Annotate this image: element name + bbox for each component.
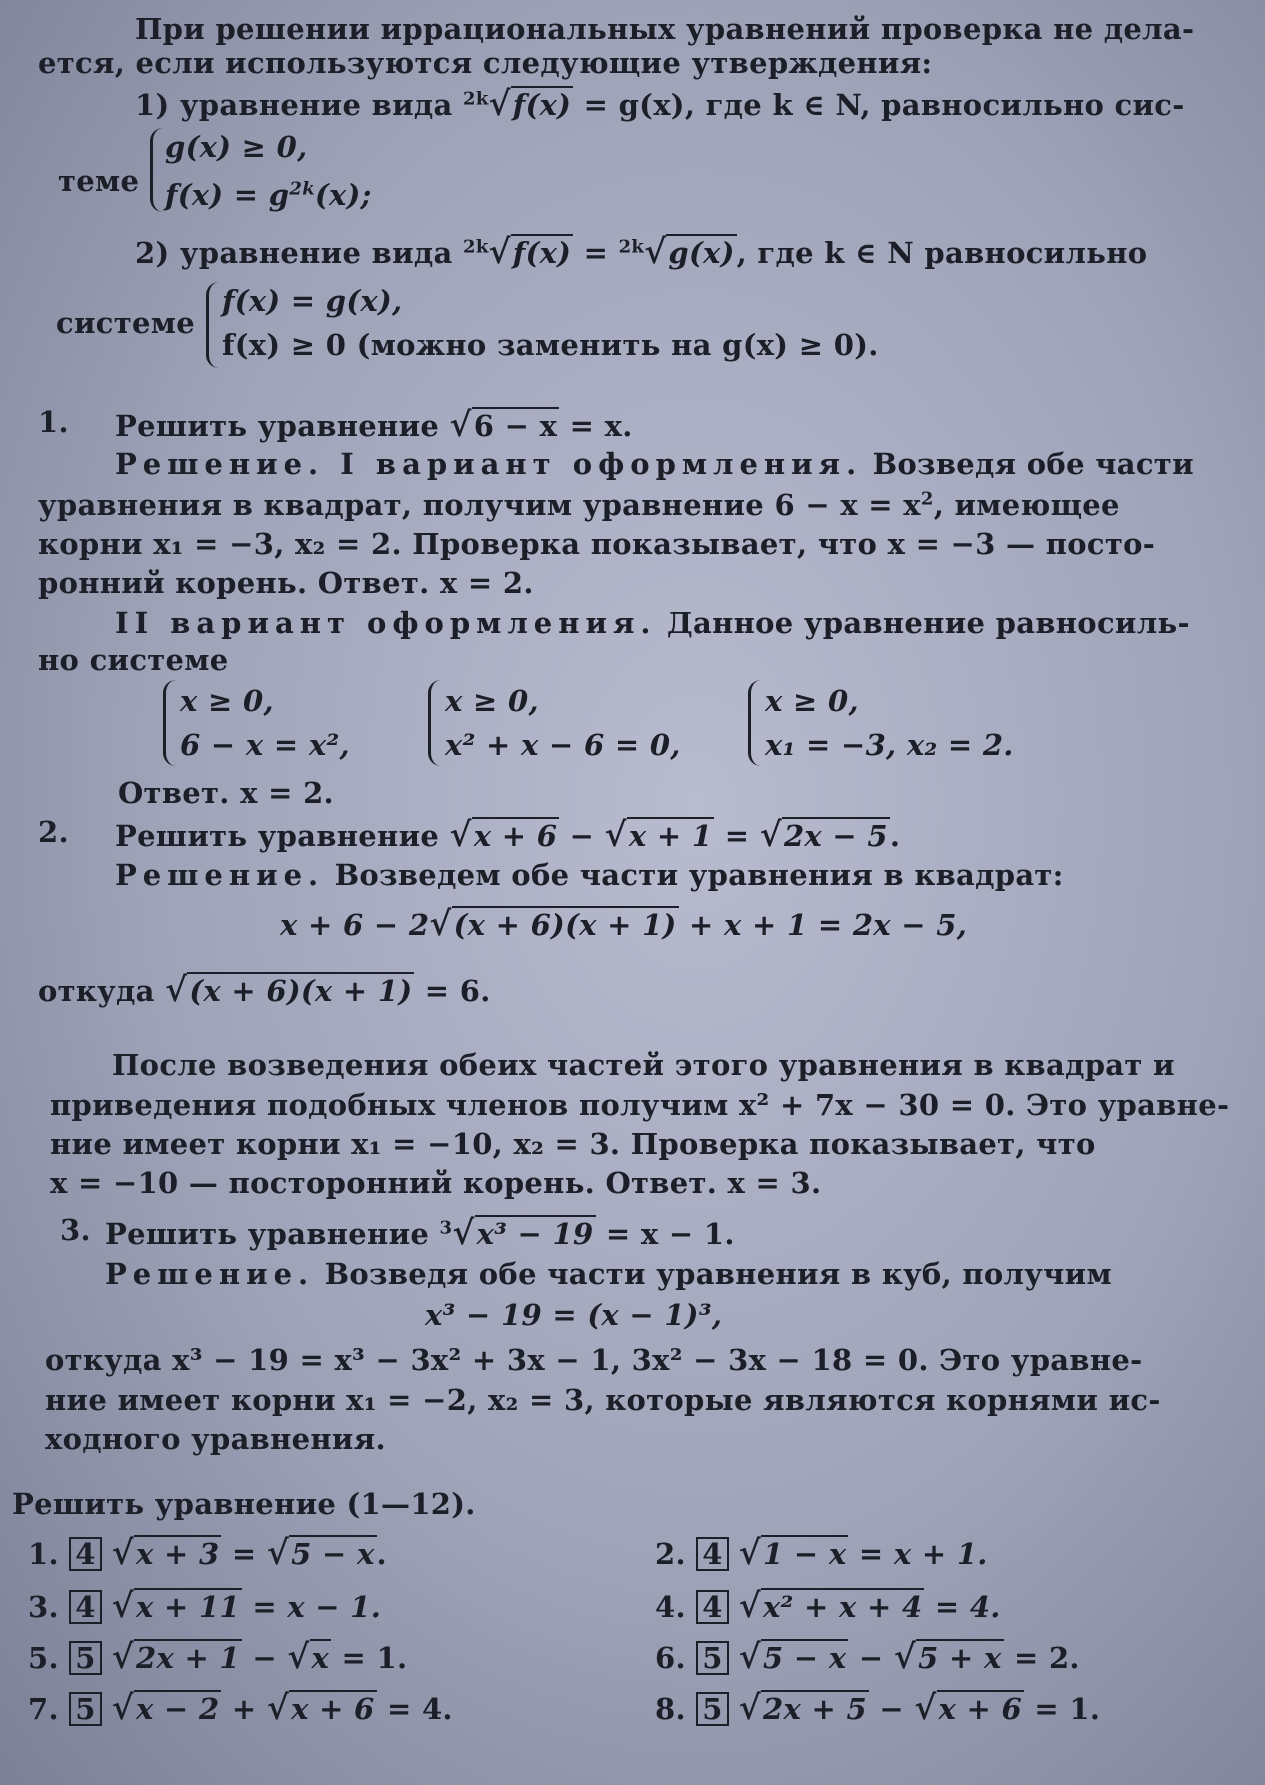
- radical: √x − 2: [111, 1688, 220, 1727]
- radical: √2x + 5: [738, 1688, 867, 1727]
- points-badge: 5: [69, 1692, 101, 1726]
- system-brace: [206, 282, 219, 368]
- ex2-task: Решить уравнение √x + 6 − √x + 1 = √2x − 5.: [115, 815, 901, 854]
- points-badge: 5: [696, 1641, 728, 1675]
- radical: √x: [287, 1637, 330, 1676]
- ex1-sysB-line1: x ≥ 0,: [445, 684, 539, 718]
- ex1-sysA-line2: 6 − x = x²,: [180, 728, 350, 762]
- radical: √x + 3: [111, 1533, 220, 1572]
- ex1-solution-line4: ронний корень. Ответ. x = 2.: [38, 566, 534, 600]
- radical: √6 − x: [449, 405, 558, 444]
- points-badge: 5: [69, 1641, 101, 1675]
- ex2-number: 2.: [38, 815, 69, 849]
- ex3-line3: ходного уравнения.: [45, 1422, 386, 1456]
- points-badge: 5: [696, 1692, 728, 1726]
- ex1-sysA-line1: x ≥ 0,: [180, 684, 274, 718]
- points-badge: 4: [69, 1590, 101, 1624]
- points-badge: 4: [696, 1590, 728, 1624]
- system-brace: [748, 680, 761, 766]
- intro-item-2: 2) уравнение вида $^{2k}$√f(x) = $^{2k}$√g(x), где k ∈ N равносильно: [135, 232, 1148, 271]
- ex1-sysC-line1: x ≥ 0,: [765, 684, 859, 718]
- radical: √f(x): [488, 84, 572, 123]
- exercise-item: 5. 5 √2x + 1 − √x = 1.: [28, 1637, 408, 1676]
- ex3-number: 3.: [60, 1213, 91, 1247]
- radical: √x + 6: [449, 815, 558, 854]
- intro-item-1-word: теме: [58, 164, 140, 198]
- ex3-equation: x³ − 19 = (x − 1)³,: [425, 1298, 723, 1332]
- ex1-variant2-line1: II вариант оформления. Данное уравнение равносиль-: [115, 606, 1190, 640]
- radical: √x² + x + 4: [738, 1586, 923, 1625]
- exercise-item: 1. 4 √x + 3 = √5 − x.: [28, 1533, 387, 1572]
- intro-line-1: При решении иррациональных уравнений проверка не дела-: [135, 12, 1195, 46]
- ex1-solution-line3: корни x₁ = −3, x₂ = 2. Проверка показывает, что x = −3 — посто-: [38, 527, 1156, 561]
- radical: √x + 11: [111, 1586, 240, 1625]
- points-badge: 4: [696, 1537, 728, 1571]
- intro-sys2-line2: f(x) ≥ 0 (можно заменить на g(x) ≥ 0).: [222, 328, 879, 362]
- ex2-para-line4: x = −10 — посторонний корень. Ответ. x = 3.: [50, 1166, 822, 1200]
- system-brace: [428, 680, 441, 766]
- radical: √x³ − 19: [452, 1213, 594, 1252]
- ex1-solution-line1: Решение. I вариант оформления. Возведя обе части: [115, 447, 1194, 481]
- radical: √f(x): [488, 232, 572, 271]
- system-brace: [150, 128, 163, 212]
- ex3-solution-line1: Решение. Возведя обе части уравнения в куб, получим: [105, 1257, 1112, 1291]
- ex1-solution-line2: уравнения в квадрат, получим уравнение $6 - x = x^2$, имеющее: [38, 488, 1120, 522]
- radical: √x + 6: [914, 1688, 1023, 1727]
- radical: √1 − x: [738, 1533, 847, 1572]
- radical: √x + 6: [266, 1688, 375, 1727]
- radical: √(x + 6)(x + 1): [429, 904, 677, 943]
- ex1-task: Решить уравнение √6 − x = x.: [115, 405, 633, 444]
- ex2-equation: x + 6 − 2√(x + 6)(x + 1) + x + 1 = 2x − 5,: [280, 904, 968, 943]
- radical: √5 + x: [893, 1637, 1002, 1676]
- radical: √2x + 1: [111, 1637, 240, 1676]
- ex3-task: Решить уравнение $^3$√x³ − 19 = x − 1.: [105, 1213, 735, 1252]
- exercises-heading: Решить уравнение (1—12).: [12, 1487, 476, 1521]
- points-badge: 4: [69, 1537, 101, 1571]
- exercise-item: 8. 5 √2x + 5 − √x + 6 = 1.: [655, 1688, 1101, 1727]
- ex2-para-line2: приведения подобных членов получим x² + 7x − 30 = 0. Это уравне-: [50, 1088, 1230, 1122]
- ex1-sysC-line2: x₁ = −3, x₂ = 2.: [765, 728, 1014, 762]
- exercise-item: 4. 4 √x² + x + 4 = 4.: [655, 1586, 1001, 1625]
- intro-sys2-line1: f(x) = g(x),: [222, 284, 403, 318]
- ex1-variant2-line2: но системе: [38, 643, 229, 677]
- intro-line-2: ется, если используются следующие утверждения:: [38, 46, 933, 80]
- exercise-item: 2. 4 √1 − x = x + 1.: [655, 1533, 988, 1572]
- exercise-item: 6. 5 √5 − x − √5 + x = 2.: [655, 1637, 1080, 1676]
- radical: √x + 1: [604, 815, 713, 854]
- radical: √5 − x: [266, 1533, 375, 1572]
- ex1-answer: Ответ. x = 2.: [118, 776, 334, 810]
- intro-item-2-word: системе: [56, 306, 195, 340]
- exercise-item: 3. 4 √x + 11 = x − 1.: [28, 1586, 382, 1625]
- radical: √(x + 6)(x + 1): [165, 970, 413, 1009]
- intro-item-1: 1) уравнение вида $^{2k}$√f(x) = g(x), где k ∈ N, равносильно сис-: [135, 84, 1185, 123]
- radical: √g(x): [644, 232, 735, 271]
- ex2-whence: откуда √(x + 6)(x + 1) = 6.: [38, 970, 491, 1009]
- system-brace: [163, 680, 176, 766]
- ex1-sysB-line2: x² + x − 6 = 0,: [445, 728, 681, 762]
- ex2-solution-line1: Решение. Возведем обе части уравнения в квадрат:: [115, 858, 1064, 892]
- radical: √2x − 5: [759, 815, 888, 854]
- ex2-para-line1: После возведения обеих частей этого уравнения в квадрат и: [112, 1048, 1175, 1082]
- ex3-line2: ние имеет корни x₁ = −2, x₂ = 3, которые являются корнями ис-: [45, 1383, 1161, 1417]
- radical: √5 − x: [738, 1637, 847, 1676]
- ex2-para-line3: ние имеет корни x₁ = −10, x₂ = 3. Проверка показывает, что: [50, 1127, 1096, 1161]
- ex3-line1: откуда x³ − 19 = x³ − 3x² + 3x − 1, 3x² − 3x − 18 = 0. Это уравне-: [45, 1343, 1143, 1377]
- exercise-item: 7. 5 √x − 2 + √x + 6 = 4.: [28, 1688, 453, 1727]
- intro-sys1-line2: $f(x) = g^{2k}(x)$;: [165, 178, 372, 212]
- ex1-number: 1.: [38, 405, 69, 439]
- intro-sys1-line1: g(x) ≥ 0,: [165, 130, 308, 164]
